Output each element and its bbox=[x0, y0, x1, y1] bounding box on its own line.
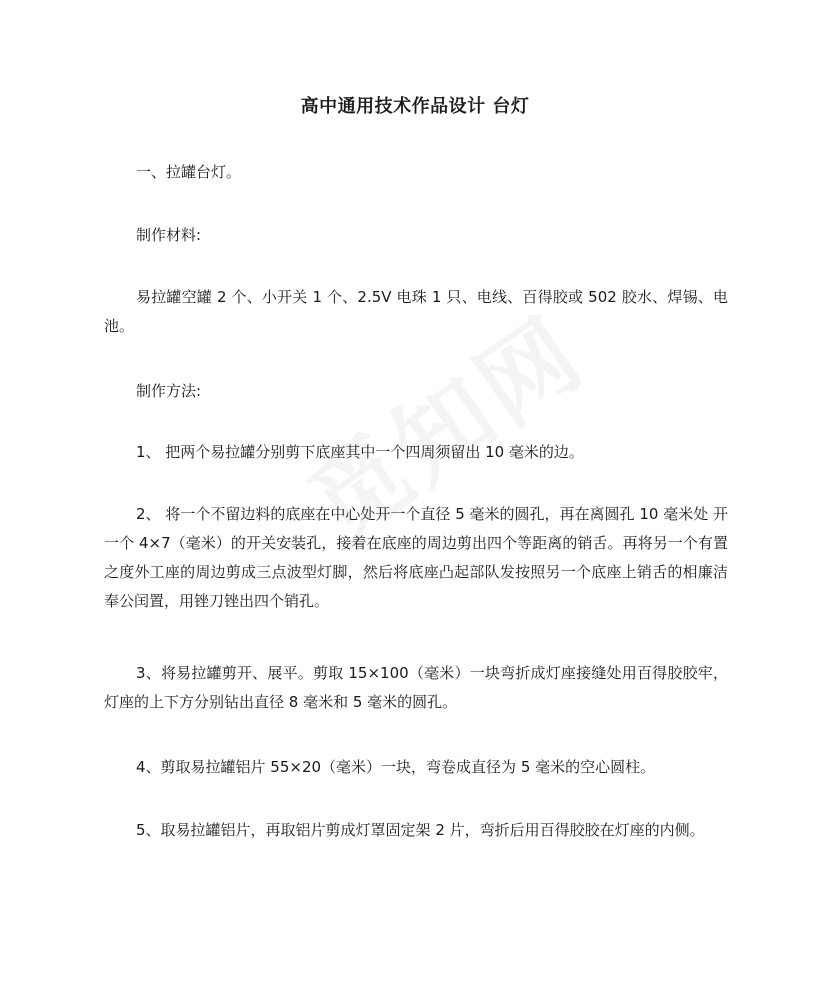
materials-label: 制作材料: bbox=[136, 226, 202, 244]
document-title: 高中通用技术作品设计 台灯 bbox=[300, 96, 530, 117]
step-1: 1、 把两个易拉罐分别剪下底座其中一个四周须留出 10 毫米的边。 bbox=[136, 443, 584, 461]
step-2: 2、 将一个不留边料的底座在中心处开一个直径 5 毫米的圆孔，再在离圆孔 10 毫米处 开一个 4×7（毫米）的开关安装孔，接着在底座的周边剪出四个等距离的销舌。再将另一个有置之度外工座的周边剪成三点波型灯脚，然后将底座凸起部队发按照另一个底座上销舌的相廉洁奉公闰置，用锉刀锉出四个销孔。 bbox=[104, 505, 728, 610]
step-5: 5、取易拉罐铝片，再取铝片剪成灯罩固定架 2 片，弯折后用百得胶胶在灯座的内侧。 bbox=[136, 821, 705, 839]
materials-text: 易拉罐空罐 2 个、小开关 1 个、2.5V 电珠 1 只、电线、百得胶或 502 胶水、焊锡、电池。 bbox=[104, 288, 728, 335]
step-3: 3、将易拉罐剪开、展平。剪取 15×100（毫米）一块弯折成灯座接缝处用百得胶胶牢，灯座的上下方分别钻出直径 8 毫米和 5 毫米的圆孔。 bbox=[104, 664, 728, 711]
method-label: 制作方法: bbox=[136, 382, 202, 400]
section-heading: 一、拉罐台灯。 bbox=[136, 163, 242, 181]
step-4: 4、剪取易拉罐铝片 55×20（毫米）一块，弯卷成直径为 5 毫米的空心圆柱。 bbox=[136, 758, 656, 776]
